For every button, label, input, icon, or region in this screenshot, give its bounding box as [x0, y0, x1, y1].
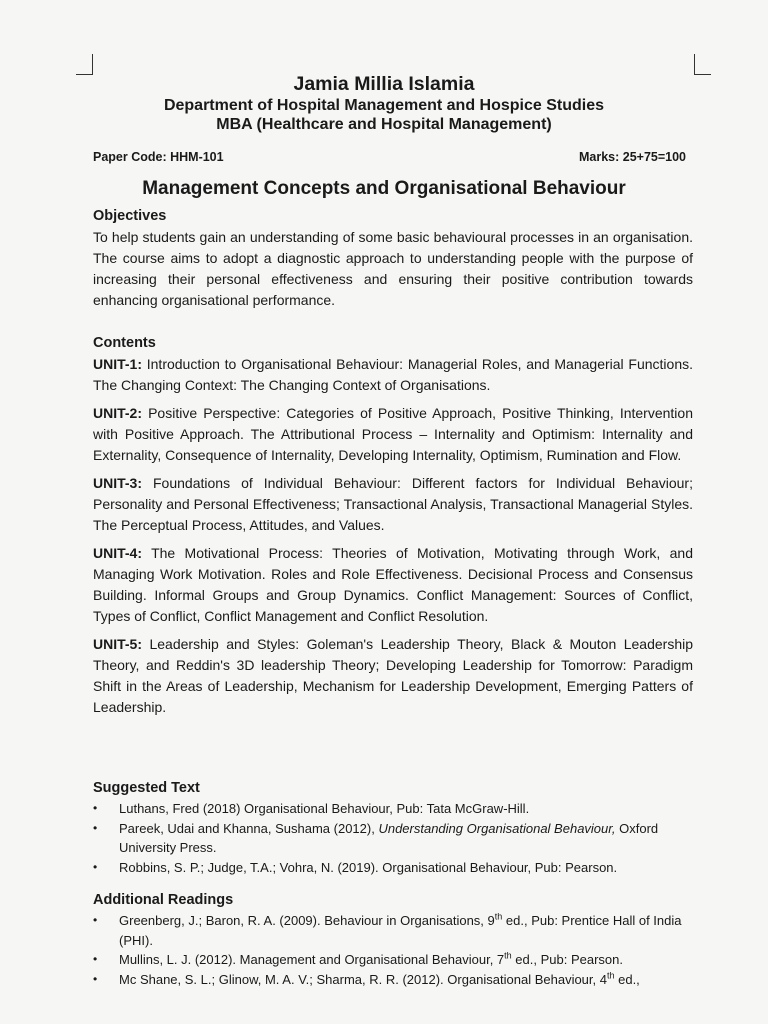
- additional-heading: Additional Readings: [93, 892, 234, 908]
- unit-2: [93, 403, 693, 466]
- list-item: [93, 819, 693, 858]
- superscript: th: [606, 970, 615, 981]
- suggested-text-section: [93, 778, 693, 877]
- bullet-icon: •: [93, 801, 98, 815]
- list-item: [93, 858, 693, 878]
- list-item: [93, 970, 693, 990]
- unit-5: [93, 634, 693, 718]
- document-header: [0, 72, 768, 134]
- unit-label: UNIT-5:: [93, 636, 142, 652]
- unit-label: UNIT-4:: [93, 545, 142, 561]
- reference-text: Mc Shane, S. L.; Glinow, M. A. V.; Sharma, R. R. (2012). Organisational Behaviour, 4: [119, 971, 607, 987]
- paper-code: Paper Code: HHM-101: [93, 150, 224, 164]
- list-item: [93, 911, 693, 950]
- additional-list: [93, 911, 693, 989]
- reference-text: Greenberg, J.; Baron, R. A. (2009). Behaviour in Organisations, 9: [119, 913, 495, 928]
- marks: Marks: 25+75=100: [578, 150, 686, 164]
- unit-text: Leadership and Styles: Goleman's Leadership Theory, Black & Mouton Leadership Theory, and Reddin's 3D leadership Theory; Developing Leadership for Tomorrow: Paradigm Shift in the Areas of Leadership, Mechanism for Leadership Development, Emerging Patters of Leadership.: [93, 636, 693, 715]
- reference-text: ed., Pub: Pearson.: [511, 952, 623, 967]
- unit-label: UNIT-2:: [93, 405, 142, 421]
- course-title: Management Concepts and Organisational Behaviour: [142, 178, 626, 199]
- unit-text: Introduction to Organisational Behaviour: Managerial Roles, and Managerial Functions. The Changing Context: The Changing Context of Organisations.: [93, 356, 693, 393]
- unit-label: UNIT-3:: [93, 475, 142, 491]
- reference-text: Oxford University Press.: [119, 820, 659, 855]
- bullet-icon: •: [93, 971, 98, 986]
- reference-text: ed., Pub: Prentice Hall of India (PHI).: [119, 913, 682, 948]
- bullet-icon: •: [93, 952, 98, 966]
- reference-text: ed.,: [614, 971, 640, 987]
- unit-3: [93, 473, 693, 536]
- objectives-text: To help students gain an understanding of some basic behavioural processes in an organisation. The course aims to adopt a diagnostic approach to understanding people with the purpose of increasing their personal effectiveness and ensuring their positive contribution towards enhancing organisational performance.: [93, 229, 693, 308]
- unit-label: UNIT-1:: [93, 356, 142, 372]
- superscript: th: [494, 911, 503, 922]
- department-name: Department of Hospital Management and Hospice Studies: [163, 97, 605, 114]
- unit-text: Foundations of Individual Behaviour: Different factors for Individual Behaviour; Personality and Personal Effectiveness; Transactional Analysis, Transactional Managerial Styles. The Perceptual Process, Attitudes, and Values.: [93, 475, 693, 533]
- unit-text: The Motivational Process: Theories of Motivation, Motivating through Work, and Managing Work Motivation. Roles and Role Effectiveness. Decisional Process and Consensus Building. Informal Groups and Group Dynamics. Conflict Management: Sources of Conflict, Types of Conflict, Conflict Management and Conflict Resolution.: [93, 545, 693, 624]
- reference-text: Robbins, S. P.; Judge, T.A.; Vohra, N. (2019). Organisational Behaviour, Pub: Pearson.: [119, 859, 618, 875]
- objectives-section: [93, 206, 693, 311]
- suggested-heading: Suggested Text: [93, 780, 200, 796]
- reference-text: Luthans, Fred (2018) Organisational Behaviour, Pub: Tata McGraw-Hill.: [119, 801, 530, 816]
- list-item: [93, 950, 693, 970]
- institution-name: Jamia Millia Islamia: [293, 73, 475, 95]
- reference-title: Understanding Organisational Behaviour,: [378, 820, 616, 836]
- unit-4: [93, 543, 693, 627]
- additional-readings-section: [93, 890, 693, 989]
- bullet-icon: •: [93, 913, 98, 927]
- unit-1: [93, 354, 693, 396]
- reference-text: Mullins, L. J. (2012). Management and Organisational Behaviour, 7: [119, 952, 505, 967]
- superscript: th: [504, 950, 512, 961]
- list-item: [93, 799, 693, 819]
- bullet-icon: •: [93, 859, 98, 874]
- unit-text: Positive Perspective: Categories of Positive Approach, Positive Thinking, Intervention with Positive Approach. The Attributional Process – Internality and Optimism: Internality and Externality, Consequence of Internality, Developing Internality, Optimism, Rumination and Flow.: [93, 405, 693, 463]
- contents-heading: Contents: [93, 335, 156, 351]
- contents-section: [93, 333, 693, 725]
- reference-text: Pareek, Udai and Khanna, Sushama (2012),: [119, 820, 379, 836]
- programme-name: MBA (Healthcare and Hospital Management): [216, 116, 552, 133]
- bullet-icon: •: [93, 820, 98, 835]
- objectives-heading: Objectives: [93, 208, 167, 224]
- suggested-list: [93, 799, 693, 877]
